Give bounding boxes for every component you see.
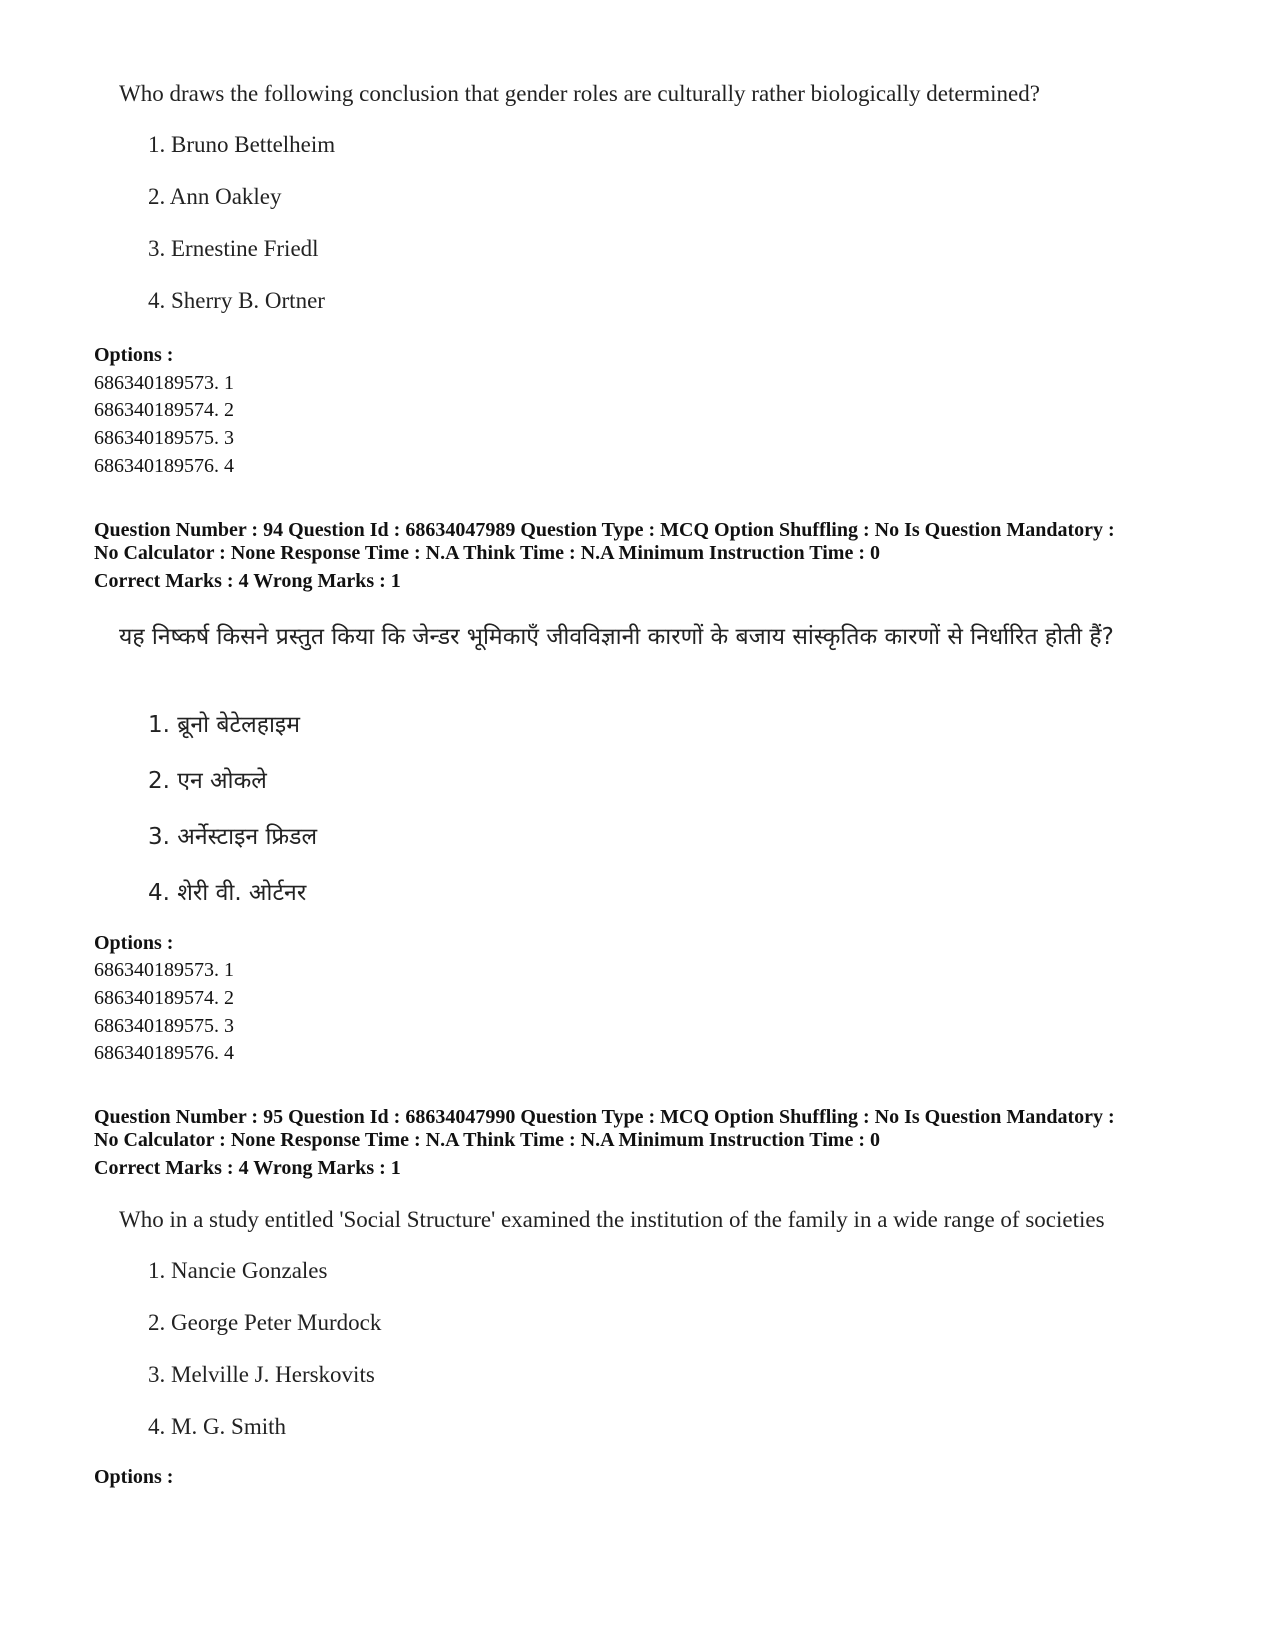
- question-93-choice-4: 4. Sherry B. Ortner: [148, 288, 325, 313]
- question-93-option-4: 686340189576. 4: [94, 455, 234, 477]
- question-95-text: Who in a study entitled 'Social Structure' examined the institution of the family in a wide range of societies: [119, 1207, 1105, 1232]
- question-94-choice-2: 2. एन ओकले: [148, 768, 267, 794]
- question-93-option-3: 686340189575. 3: [94, 427, 234, 449]
- question-95-meta-line-1: Question Number : 95 Question Id : 68634047990 Question Type : MCQ Option Shuffling : No Is Question Mandatory :: [94, 1106, 1115, 1128]
- question-94-option-1: 686340189573. 1: [94, 959, 234, 981]
- question-95-meta-line-2: No Calculator : None Response Time : N.A Think Time : N.A Minimum Instruction Time : 0: [94, 1129, 880, 1151]
- question-93-option-2: 686340189574. 2: [94, 399, 234, 421]
- question-94-meta-line-2: No Calculator : None Response Time : N.A Think Time : N.A Minimum Instruction Time : 0: [94, 542, 880, 564]
- question-95-choice-1: 1. Nancie Gonzales: [148, 1258, 328, 1283]
- question-94-text: यह निष्कर्ष किसने प्रस्तुत किया कि जेन्डर भूमिकाएँ जीवविज्ञानी कारणों के बजाय सांस्कृतिक कारणों से निर्धारित होती हैं?: [119, 624, 1114, 650]
- question-94-option-2: 686340189574. 2: [94, 987, 234, 1009]
- question-95-choice-4: 4. M. G. Smith: [148, 1414, 287, 1439]
- question-93-text: Who draws the following conclusion that gender roles are culturally rather biologically determined?: [119, 81, 1040, 106]
- question-94-option-3: 686340189575. 3: [94, 1015, 234, 1037]
- question-94-choice-4: 4. शेरी वी. ओर्टनर: [148, 880, 307, 906]
- question-93-choice-1: 1. Bruno Bettelheim: [148, 132, 336, 157]
- question-94-option-4: 686340189576. 4: [94, 1042, 234, 1064]
- question-94-meta-line-1: Question Number : 94 Question Id : 68634047989 Question Type : MCQ Option Shuffling : No Is Question Mandatory :: [94, 519, 1115, 541]
- question-95-choice-2: 2. George Peter Murdock: [148, 1310, 382, 1335]
- question-93-choice-3: 3. Ernestine Friedl: [148, 236, 319, 261]
- question-95-choice-3: 3. Melville J. Herskovits: [148, 1362, 375, 1387]
- question-94-choice-1: 1. ब्रूनो बेटेलहाइम: [148, 712, 300, 738]
- question-95-options-label: Options :: [94, 1466, 174, 1488]
- question-93-choice-2: 2. Ann Oakley: [148, 184, 282, 209]
- question-94-options-label: Options :: [94, 932, 174, 954]
- question-93-option-1: 686340189573. 1: [94, 372, 234, 394]
- question-93-options-label: Options :: [94, 344, 174, 366]
- question-94-marks: Correct Marks : 4 Wrong Marks : 1: [94, 570, 401, 592]
- question-95-marks: Correct Marks : 4 Wrong Marks : 1: [94, 1157, 401, 1179]
- question-94-choice-3: 3. अर्नेस्टाइन फ्रिडल: [148, 824, 318, 850]
